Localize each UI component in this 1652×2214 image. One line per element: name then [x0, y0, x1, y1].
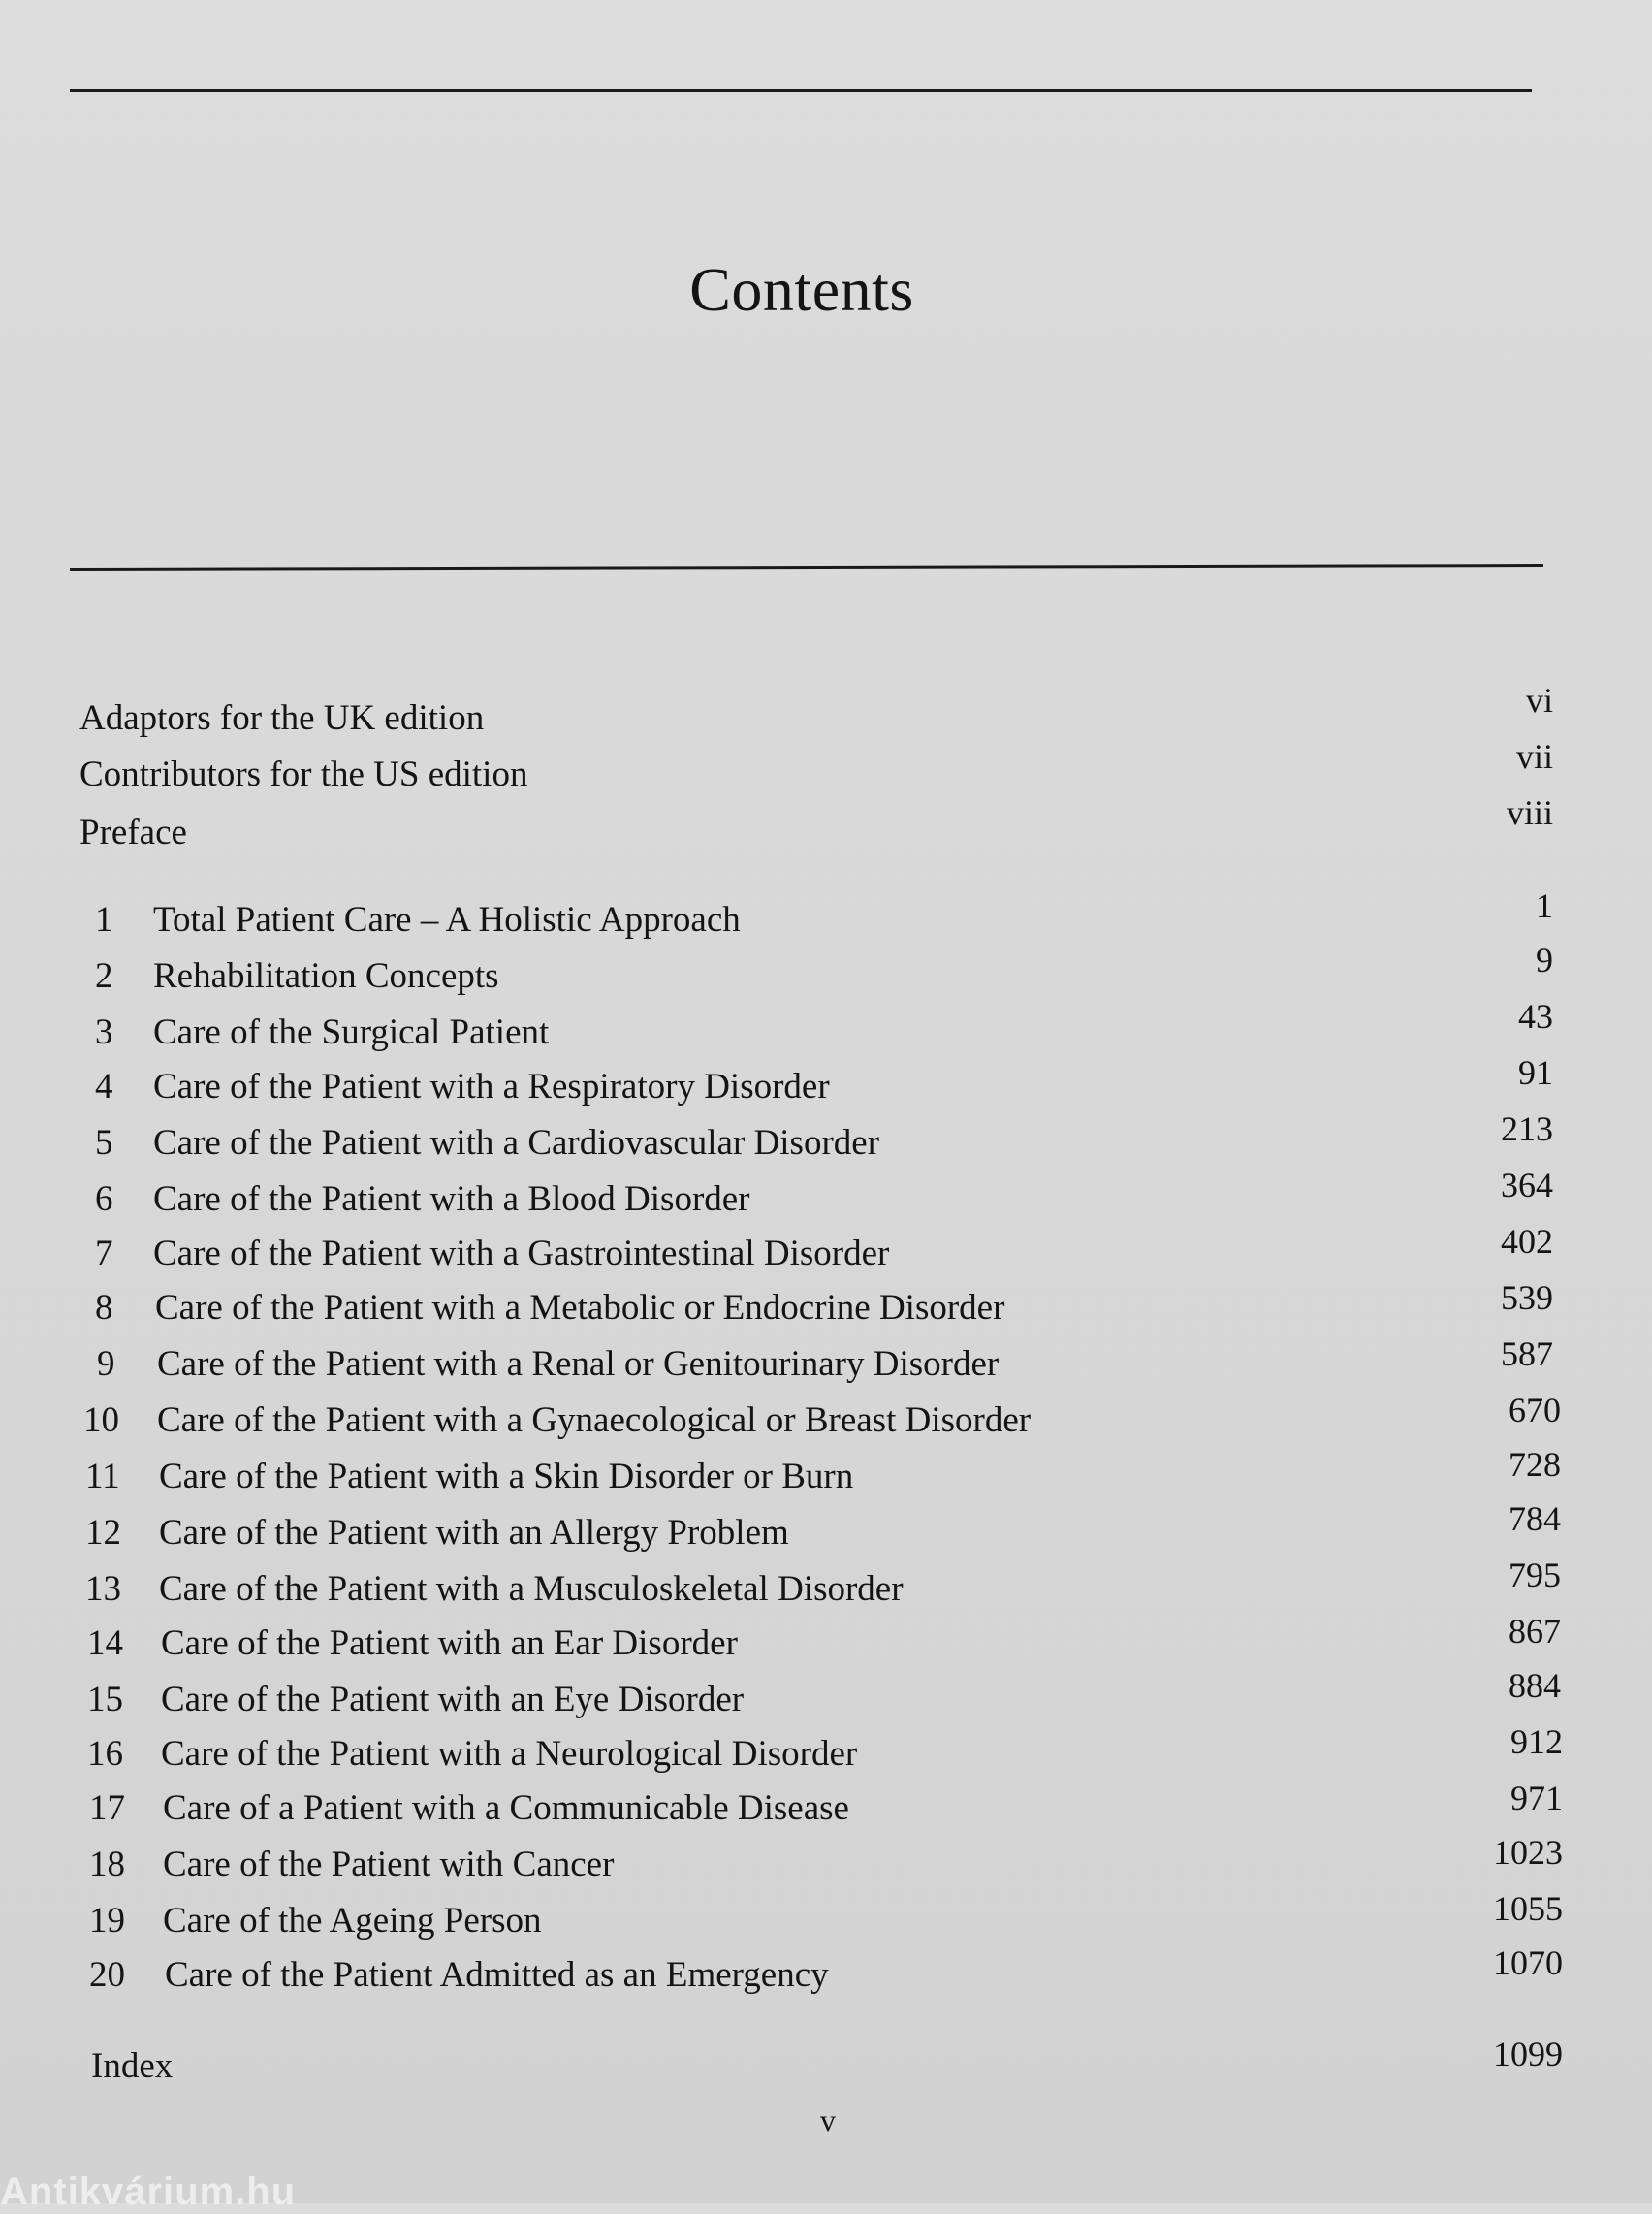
- toc-page-number: viii: [1506, 793, 1553, 832]
- chapter-number: 14: [87, 1623, 123, 1663]
- toc-page-number: 9: [1536, 941, 1553, 979]
- toc-page-number: 213: [1501, 1109, 1553, 1148]
- chapter-number: 7: [95, 1234, 113, 1273]
- watermark: Antikvárium.hu: [0, 2170, 297, 2213]
- chapter-title: Care of the Patient with a Skin Disorder or Burn: [159, 1457, 854, 1496]
- toc-page-number: 784: [1509, 1499, 1561, 1538]
- toc-page-number: 402: [1501, 1222, 1553, 1261]
- chapter-title: Care of the Patient with a Neurological Disorder: [161, 1734, 858, 1774]
- toc-page-number: 867: [1509, 1612, 1561, 1651]
- toc-page-number: 971: [1510, 1779, 1563, 1817]
- chapter-title: Care of the Patient with a Respiratory Disorder: [153, 1067, 830, 1107]
- chapter-number: 16: [87, 1734, 123, 1774]
- chapter-number: 3: [95, 1012, 113, 1052]
- toc-page-number: 1055: [1493, 1889, 1563, 1928]
- page-folio: v: [820, 2102, 836, 2137]
- chapter-title: Care of the Patient with a Cardiovascular Disorder: [153, 1123, 880, 1163]
- chapter-title: Care of the Patient with a Gynaecological or Breast Disorder: [157, 1400, 1032, 1440]
- chapter-number: 5: [95, 1123, 113, 1163]
- chapter-number: 17: [89, 1788, 125, 1828]
- chapter-title: Rehabilitation Concepts: [153, 956, 499, 996]
- toc-page-number: 670: [1509, 1391, 1561, 1429]
- chapter-title: Care of the Patient with a Musculoskeletal Disorder: [159, 1569, 904, 1609]
- toc-entry-label: Preface: [79, 813, 187, 852]
- toc-page-number: vi: [1525, 681, 1553, 720]
- chapter-title: Care of the Patient with a Renal or Genitourinary Disorder: [157, 1344, 1000, 1384]
- page-title: Contents: [689, 255, 914, 324]
- toc-page-number: 1099: [1493, 2035, 1563, 2073]
- chapter-title: Total Patient Care – A Holistic Approach: [153, 900, 741, 940]
- toc-page-number: 1070: [1493, 1943, 1563, 1982]
- chapter-number: 9: [97, 1344, 115, 1384]
- toc-page-number: 91: [1518, 1053, 1553, 1092]
- toc-page-number: 539: [1501, 1278, 1553, 1317]
- chapter-title: Care of the Patient with a Gastrointestinal Disorder: [153, 1234, 890, 1273]
- toc-page-number: 587: [1501, 1334, 1553, 1373]
- chapter-title: Care of the Patient with a Metabolic or Endocrine Disorder: [155, 1288, 1005, 1328]
- toc-page-number: 1023: [1493, 1833, 1563, 1872]
- toc-page-number: 728: [1509, 1445, 1561, 1484]
- chapter-number: 15: [87, 1680, 123, 1719]
- chapter-title: Care of the Patient with an Eye Disorder: [161, 1680, 745, 1719]
- chapter-number: 8: [95, 1288, 113, 1328]
- toc-entry-label: Index: [91, 2046, 174, 2086]
- toc-entry-label: Contributors for the US edition: [79, 754, 528, 794]
- chapter-number: 1: [95, 900, 113, 940]
- toc-page-number: 43: [1518, 997, 1553, 1036]
- toc-page-number: vii: [1515, 737, 1553, 776]
- chapter-title: Care of the Patient Admitted as an Emergency: [165, 1955, 829, 1995]
- chapter-number: 4: [95, 1067, 113, 1107]
- chapter-number: 20: [89, 1955, 125, 1995]
- toc-page-number: 364: [1501, 1166, 1553, 1204]
- chapter-number: 10: [83, 1400, 119, 1440]
- toc-page-number: 1: [1536, 886, 1553, 925]
- toc-entry-label: Adaptors for the UK edition: [79, 698, 485, 738]
- chapter-number: 18: [89, 1845, 125, 1884]
- chapter-number: 19: [89, 1901, 125, 1941]
- chapter-title: Care of a Patient with a Communicable Disease: [163, 1788, 849, 1828]
- chapter-title: Care of the Patient with Cancer: [163, 1845, 615, 1884]
- chapter-number: 12: [85, 1513, 121, 1553]
- chapter-title: Care of the Surgical Patient: [153, 1012, 550, 1052]
- chapter-title: Care of the Ageing Person: [163, 1901, 542, 1941]
- toc-page-number: 912: [1510, 1722, 1563, 1761]
- chapter-number: 2: [95, 956, 113, 996]
- chapter-title: Care of the Patient with an Ear Disorder: [161, 1623, 738, 1663]
- chapter-number: 11: [85, 1457, 120, 1496]
- toc-page-number: 884: [1509, 1666, 1561, 1705]
- chapter-number: 6: [95, 1179, 113, 1219]
- chapter-title: Care of the Patient with a Blood Disorder: [153, 1179, 750, 1219]
- chapter-number: 13: [85, 1569, 121, 1609]
- chapter-title: Care of the Patient with an Allergy Problem: [159, 1513, 789, 1553]
- toc-page-number: 795: [1509, 1556, 1561, 1594]
